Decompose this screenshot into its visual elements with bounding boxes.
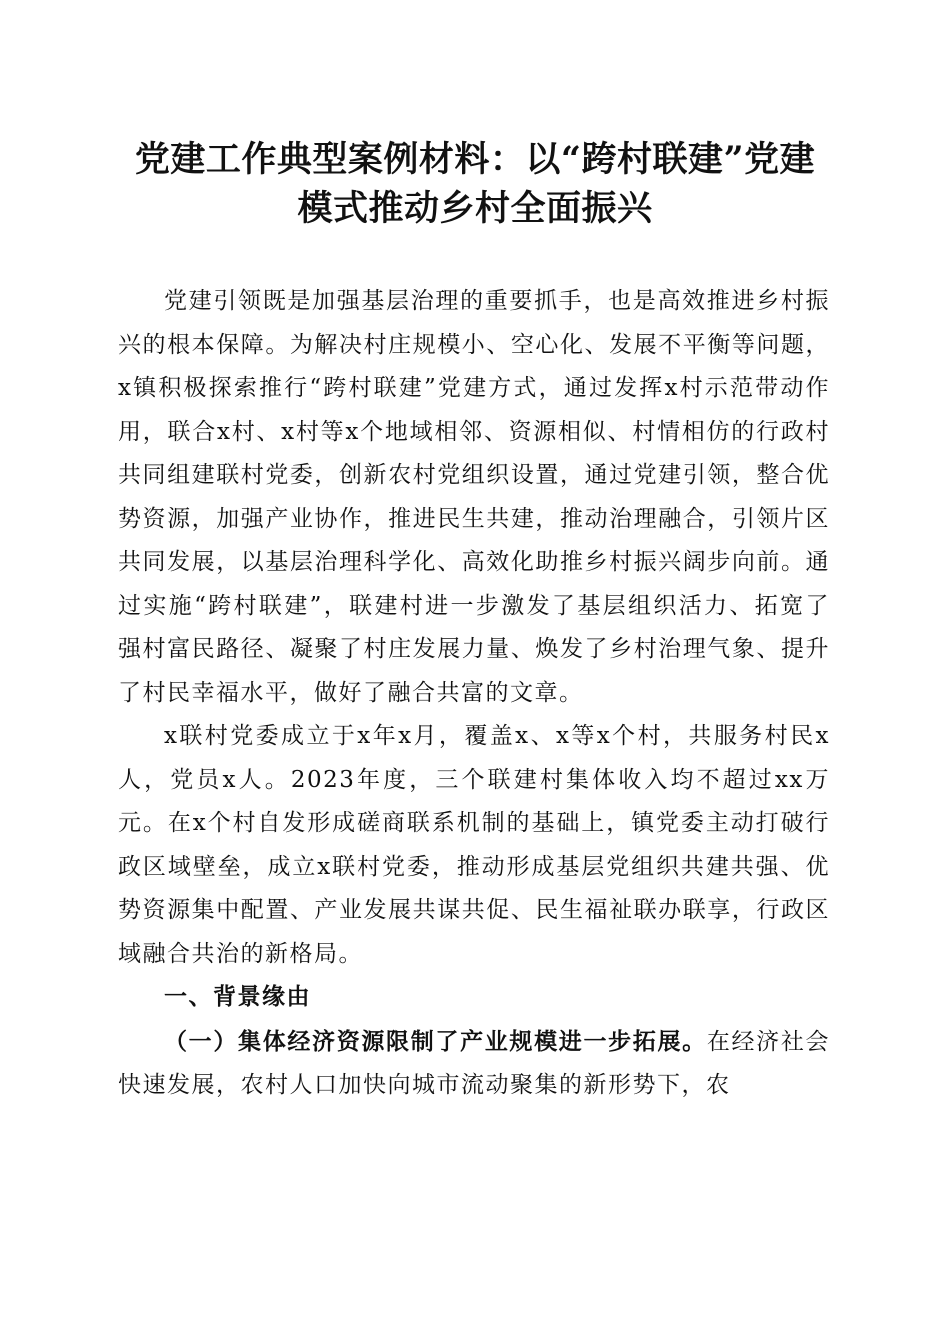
intro-paragraph: 党建引领既是加强基层治理的重要抓手，也是高效推进乡村振兴的根本保障。为解决村庄规模小、空心化、发展不平衡等问题，x镇积极探索推行“跨村联建”党建方式，通过发挥x村示范带动作用，联合x村、x村等x个地域相邻、资源相似、村情相仿的行政村共同组建联村党委，创新农村党组织设置，通过党建引领，整合优势资源，加强产业协作，推进民生共建，推动治理融合，引领片区共同发展，以基层治理科学化、高效化助推乡村振兴阔步向前。通过实施“跨村联建”，联建村进一步激发了基层组织活力、拓宽了强村富民路径、凝聚了村庄发展力量、焕发了乡村治理气象、提升了村民幸福水平，做好了融合共富的文章。 (118, 288, 830, 706)
section-heading: 一、背景缘由 (164, 984, 311, 1010)
subsection-paragraph (118, 1020, 830, 1108)
overview-paragraph: x联村党委成立于x年x月，覆盖x、x等x个村，共服务村民x人，党员x人。2023年度，三个联建村集体收入均不超过xx万元。在x个村自发形成磋商联系机制的基础上，镇党委主动打破行政区域壁垒，成立x联村党委，推动形成基层党组织共建共强、优势资源集中配置、产业发展共谋共促、民生福祉联办联享，行政区域融合共治的新格局。 (118, 723, 830, 967)
document-title-line-1: 党建工作典型案例材料：以“跨村联建”党建 (134, 139, 816, 180)
subsection-lead: （一）集体经济资源限制了产业规模进一步拓展。 (164, 1027, 707, 1055)
subsection-text: 在经济社会快速发展，农村人口加快向城市流动聚集的新形势下，农 (118, 1028, 831, 1098)
document-body (118, 280, 830, 1108)
document-title-line-2: 模式推动乡村全面振兴 (297, 188, 653, 229)
